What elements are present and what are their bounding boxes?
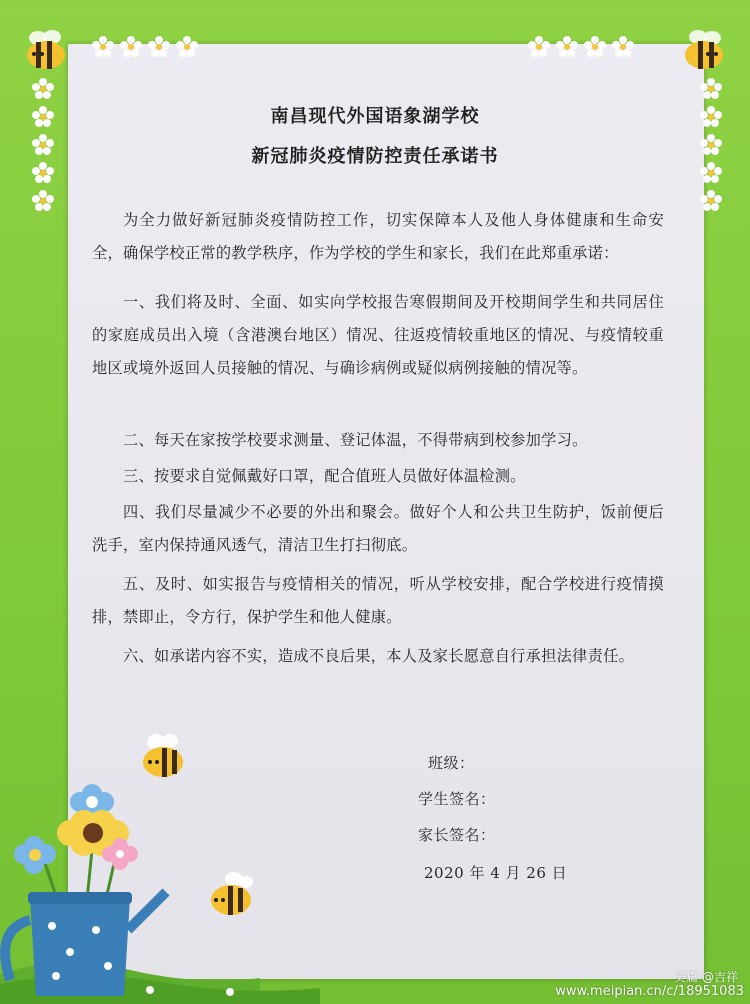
daisy-icon <box>700 190 722 212</box>
watering-can-illustration <box>0 780 170 1004</box>
paragraph-item-2: 二、每天在家按学校要求测量、登记体温，不得带病到校参加学习。 <box>123 431 588 449</box>
bee-icon <box>138 732 188 780</box>
bee-icon <box>206 870 256 918</box>
bee-icon <box>680 28 728 72</box>
paragraph-item-1: 一、我们将及时、全面、如实向学校报告寒假期间及开校期间学生和共同居住的家庭成员出入境（含港澳台地区）情况、往返疫情较重地区的情况、与疫情较重地区或境外返回人员接触的情况、与确诊病例或疑似病例接触的情况等。 <box>92 293 664 377</box>
bee-icon <box>22 28 70 72</box>
student-signature-label: 学生签名： <box>418 790 496 808</box>
daisy-icon <box>148 36 170 58</box>
document-title-school: 南昌现代外国语象湖学校 <box>270 106 480 127</box>
daisy-icon <box>584 36 606 58</box>
flower-border-top-left <box>92 36 198 58</box>
daisy-icon <box>556 36 578 58</box>
daisy-icon <box>120 36 142 58</box>
paragraph-item-3: 三、按要求自觉佩戴好口罩，配合值班人员做好体温检测。 <box>123 467 526 485</box>
daisy-icon <box>528 36 550 58</box>
daisy-icon <box>700 78 722 100</box>
paragraph-item-6: 六、如承诺内容不实，造成不良后果，本人及家长愿意自行承担法律责任。 <box>123 647 635 665</box>
class-label: 班级： <box>428 754 475 772</box>
watermark-brand: 美篇 @吉祥 <box>674 970 738 984</box>
daisy-icon <box>612 36 634 58</box>
daisy-icon <box>32 190 54 212</box>
daisy-icon <box>176 36 198 58</box>
flower-border-top-right <box>528 36 634 58</box>
paragraph-intro: 为全力做好新冠肺炎疫情防控工作，切实保障本人及他人身体健康和生命安全，确保学校正常的教学秩序，作为学校的学生和家长，我们在此郑重承诺： <box>92 211 664 262</box>
paragraph-item-4: 四、我们尽量减少不必要的外出和聚会。做好个人和公共卫生防护，饭前便后洗手，室内保持通风透气，清洁卫生打扫彻底。 <box>92 503 664 554</box>
daisy-icon <box>32 78 54 100</box>
watermark-url: www.meipian.cn/c/18951083 <box>555 984 744 999</box>
document-date: 2020 年 4 月 26 日 <box>424 864 568 882</box>
document-title-commitment: 新冠肺炎疫情防控责任承诺书 <box>251 146 499 167</box>
parent-signature-label: 家长签名： <box>418 826 496 844</box>
daisy-icon <box>92 36 114 58</box>
paragraph-item-5: 五、及时、如实报告与疫情相关的情况，听从学校安排，配合学校进行疫情摸排，禁即止，令方行，保护学生和他人健康。 <box>92 575 664 626</box>
